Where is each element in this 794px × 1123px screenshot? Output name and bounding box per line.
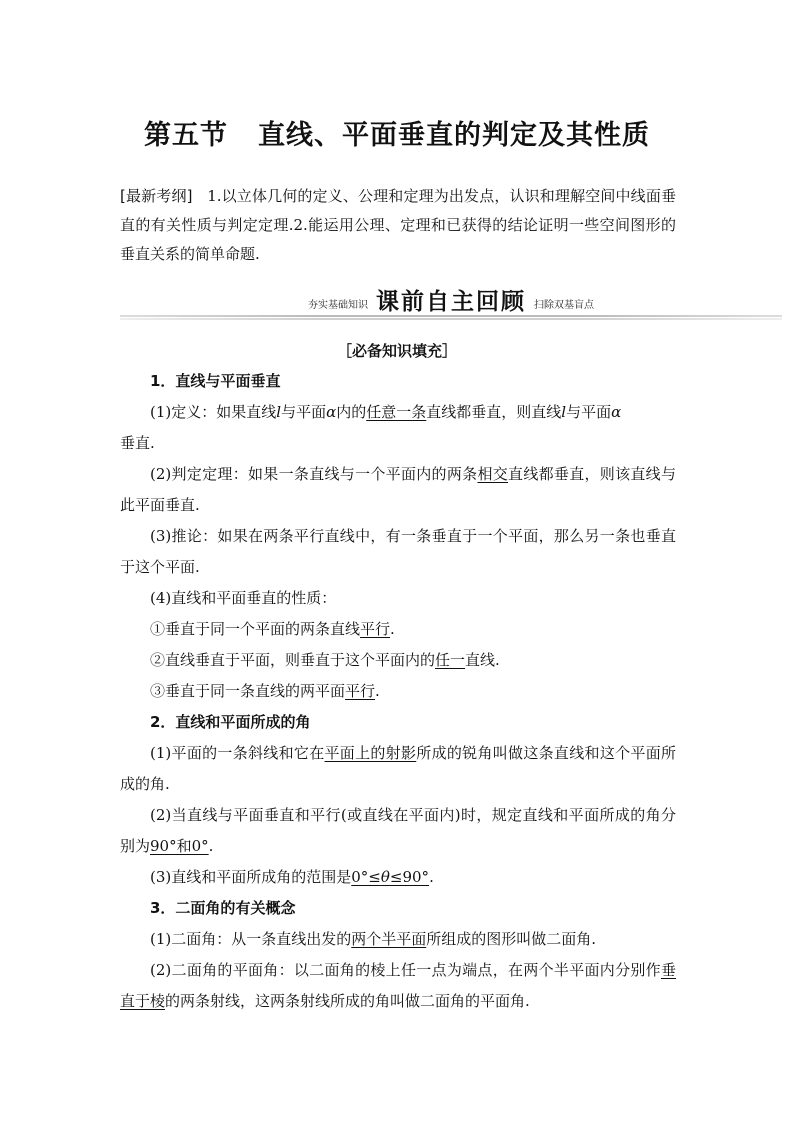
heading-2: 2．直线和平面所成的角 xyxy=(150,713,311,731)
blank-answer: 相交 xyxy=(477,465,509,483)
syllabus xyxy=(120,182,676,269)
blank-answer: 平行 xyxy=(360,620,391,638)
paragraph-1-5: ①垂直于同一个平面的两条直线平行. xyxy=(150,620,395,638)
blank-answer: 两个半平面 xyxy=(351,930,427,948)
blank-answer: 90°和0° xyxy=(150,837,209,855)
syllabus-text: 1.以立体几何的定义、公理和定理为出发点，认识和理解空间中线面垂直的有关性质与判定定理.2.能运用公理、定理和已获得的结论证明一些空间图形的垂直关系的简单命题. xyxy=(120,187,676,263)
banner-main: 课前自主回顾 xyxy=(376,288,526,315)
blank-answer: 0°≤θ≤90° xyxy=(351,868,430,886)
paragraph-2-2: (2)当直线与平面垂直和平行(或直线在平面内)时，规定直线和平面所成的角分别为90°和0°. xyxy=(120,806,676,855)
blank-answer: 平面上的射影 xyxy=(324,744,417,762)
banner-rule xyxy=(120,315,782,317)
page-title xyxy=(0,113,794,152)
blank-answer: 垂直于棱 xyxy=(120,961,676,1010)
syllabus-tag: [最新考纲] xyxy=(120,187,193,205)
banner-row xyxy=(120,284,782,314)
content-body xyxy=(120,366,676,1017)
paragraph-1-1: (1)定义：如果直线l与平面α内的任意一条直线都垂直，则直线l与平面α 垂直. xyxy=(120,403,622,452)
paragraph-2-3: (3)直线和平面所成角的范围是0°≤θ≤90°. xyxy=(150,868,434,886)
section-banner xyxy=(120,284,782,320)
blank-answer: 平行 xyxy=(345,682,376,700)
banner-rule-shadow xyxy=(120,318,782,320)
heading-1: 1．直线与平面垂直 xyxy=(150,372,281,390)
heading-3: 3．二面角的有关概念 xyxy=(150,899,296,917)
paragraph-1-2: (2)判定定理：如果一条直线与一个平面内的两条相交直线都垂直，则该直线与此平面垂直. xyxy=(120,465,676,514)
paragraph-3-2: (2)二面角的平面角：以二面角的棱上任一点为端点，在两个半平面内分别作垂直于棱的两条射线，这两条射线所成的角叫做二面角的平面角. xyxy=(120,961,676,1010)
paragraph-1-7: ③垂直于同一条直线的两平面平行. xyxy=(150,682,380,700)
paragraph-1-3: (3)推论：如果在两条平行直线中，有一条垂直于一个平面，那么另一条也垂直于这个平面. xyxy=(120,527,676,576)
section-number: 第五节 xyxy=(144,120,228,151)
blank-answer: 任意一条 xyxy=(366,403,427,421)
section-heading: ［必备知识填充］ xyxy=(336,342,457,360)
paragraph-2-1: (1)平面的一条斜线和它在平面上的射影所成的锐角叫做这条直线和这个平面所成的角. xyxy=(120,744,676,793)
blank-answer: 任一 xyxy=(435,651,466,669)
banner-right: 扫除双基盲点 xyxy=(534,299,594,311)
paragraph-1-4: (4)直线和平面垂直的性质： xyxy=(150,589,337,607)
paragraph-1-6: ②直线垂直于平面，则垂直于这个平面内的任一直线. xyxy=(150,651,500,669)
paragraph-3-1: (1)二面角：从一条直线出发的两个半平面所组成的图形叫做二面角. xyxy=(150,930,597,948)
banner-left: 夯实基础知识 xyxy=(308,299,368,311)
section-title: 直线、平面垂直的判定及其性质 xyxy=(258,120,650,151)
